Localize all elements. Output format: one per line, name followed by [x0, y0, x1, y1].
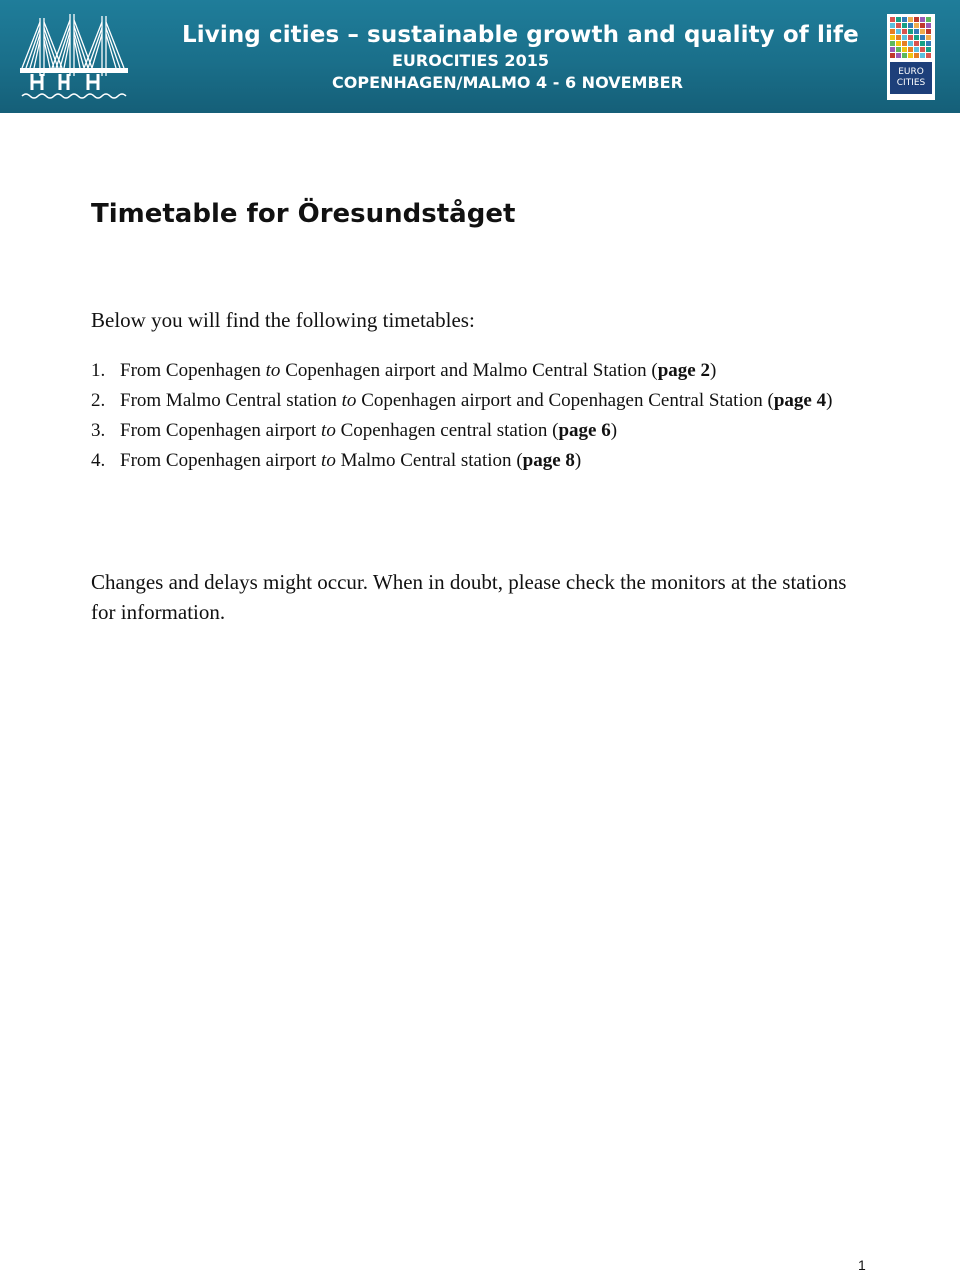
timetable-list — [91, 356, 851, 476]
mosaic-tile — [926, 29, 931, 34]
mosaic-tile — [896, 17, 901, 22]
eurocities-logo-word — [890, 62, 932, 94]
mosaic-tile — [896, 53, 901, 58]
list-item-text-end: Malmo Central station — [335, 450, 517, 471]
list-item-number: 4. — [91, 450, 106, 471]
mosaic-tile — [896, 47, 901, 52]
mosaic-tile — [902, 53, 907, 58]
mosaic-tile — [890, 29, 895, 34]
list-item-to: to — [341, 390, 357, 411]
mosaic-tile — [908, 41, 913, 46]
mosaic-tile — [908, 35, 913, 40]
page-ref-close: ) — [610, 420, 618, 441]
mosaic-tile — [920, 53, 925, 58]
mosaic-tile — [914, 35, 919, 40]
mosaic-tile — [890, 17, 895, 22]
page-ref-close: ) — [574, 450, 582, 471]
mosaic-tile — [920, 29, 925, 34]
logo-word-line2: CITIES — [896, 78, 926, 88]
mosaic-tile — [896, 35, 901, 40]
mosaic-tile — [902, 35, 907, 40]
mosaic-tile — [926, 17, 931, 22]
list-item-text-start: From Copenhagen airport — [120, 450, 322, 471]
page-ref-close: ) — [709, 360, 717, 381]
color-grid-icon — [890, 17, 932, 59]
mosaic-tile — [914, 41, 919, 46]
mosaic-tile — [896, 23, 901, 28]
banner-title: Living cities – sustainable growth and quality of life — [182, 22, 859, 48]
mosaic-tile — [914, 23, 919, 28]
mosaic-tile — [926, 35, 931, 40]
mosaic-tile — [890, 47, 895, 52]
page-ref-open: ( — [516, 450, 523, 471]
mosaic-tile — [896, 41, 901, 46]
mosaic-tile — [908, 17, 913, 22]
mosaic-tile — [890, 23, 895, 28]
banner-event-name: EUROCITIES 2015 — [392, 51, 549, 70]
page-ref: page 6 — [558, 420, 611, 441]
list-item-number: 1. — [91, 360, 106, 381]
list-item-text-end: Copenhagen airport and Malmo Central Station — [280, 360, 652, 381]
mosaic-tile — [926, 53, 931, 58]
list-item-number: 3. — [91, 420, 106, 441]
mosaic-tile — [908, 53, 913, 58]
mosaic-tile — [902, 29, 907, 34]
mosaic-tile — [890, 53, 895, 58]
mosaic-tile — [890, 41, 895, 46]
list-item — [91, 386, 851, 416]
page-ref: page 8 — [522, 450, 575, 471]
list-item-to: to — [321, 450, 336, 471]
list-item-to: to — [265, 360, 281, 381]
mosaic-tile — [902, 41, 907, 46]
mosaic-tile — [926, 23, 931, 28]
list-item-number: 2. — [91, 390, 106, 411]
list-item-to: to — [321, 420, 336, 441]
mosaic-tile — [902, 17, 907, 22]
mosaic-tile — [920, 47, 925, 52]
mosaic-tile — [914, 53, 919, 58]
page-ref-close: ) — [826, 390, 833, 411]
page-number: 1 — [858, 1257, 866, 1273]
mosaic-tile — [920, 17, 925, 22]
mosaic-tile — [914, 29, 919, 34]
list-item — [91, 446, 851, 476]
list-item-text-start: From Copenhagen airport — [120, 420, 322, 441]
notice-text: Changes and delays might occur. When in doubt, please check the monitors at the stations for information. — [91, 570, 847, 624]
page-ref-open: ( — [767, 390, 774, 411]
mosaic-tile — [902, 47, 907, 52]
mosaic-tile — [926, 47, 931, 52]
mosaic-tile — [920, 41, 925, 46]
list-item — [91, 356, 851, 386]
mosaic-tile — [914, 17, 919, 22]
mosaic-tile — [908, 47, 913, 52]
mosaic-tile — [926, 41, 931, 46]
page-ref: page 4 — [773, 390, 827, 411]
mosaic-tile — [920, 35, 925, 40]
mosaic-tile — [908, 29, 913, 34]
document-title: Timetable for Öresundståget — [91, 199, 516, 229]
banner-event-location-dates: COPENHAGEN/MALMO 4 - 6 NOVEMBER — [332, 73, 683, 92]
mosaic-tile — [908, 23, 913, 28]
eurocities-logo-icon — [887, 14, 935, 100]
list-item-text-end: Copenhagen airport and Copenhagen Central Station — [356, 390, 768, 411]
page-ref-open: ( — [651, 360, 658, 381]
mosaic-tile — [902, 23, 907, 28]
mosaic-tile — [890, 35, 895, 40]
list-item — [91, 416, 851, 446]
intro-text: Below you will find the following timetables: — [91, 308, 475, 332]
list-item-text-start: From Copenhagen — [120, 360, 266, 381]
header-banner — [0, 0, 960, 113]
mosaic-tile — [920, 23, 925, 28]
list-item-text-start: From Malmo Central station — [120, 390, 342, 411]
page-ref: page 2 — [657, 360, 710, 381]
list-item-text-end: Copenhagen central station — [335, 420, 553, 441]
page-ref-open: ( — [552, 420, 559, 441]
logo-word-line1: EURO — [898, 67, 924, 77]
mosaic-tile — [914, 47, 919, 52]
mosaic-tile — [896, 29, 901, 34]
